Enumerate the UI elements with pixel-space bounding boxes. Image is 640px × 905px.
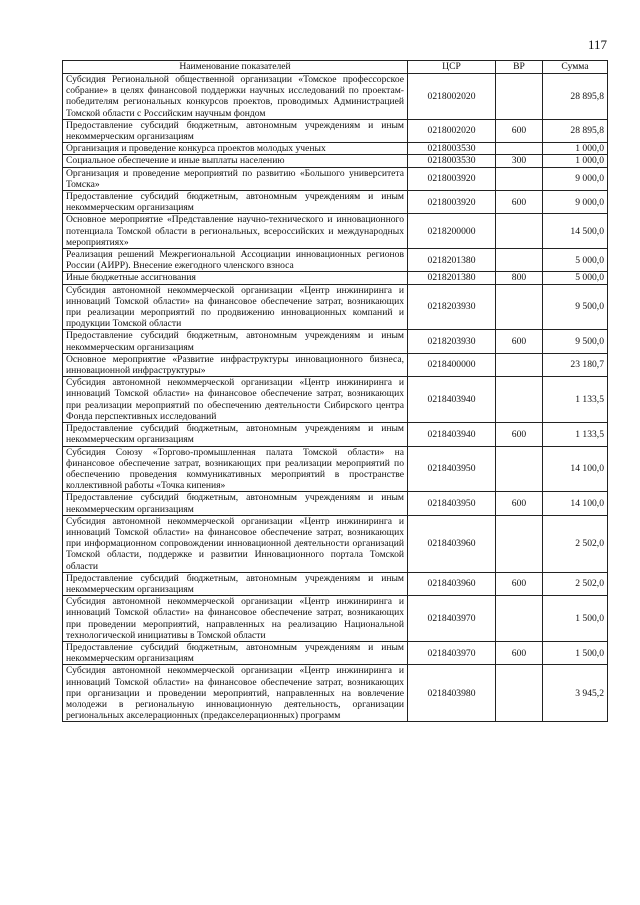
cell-vr (496, 665, 543, 722)
table-row (63, 641, 608, 664)
cell-vr: 800 (496, 272, 543, 284)
cell-sum: 5 000,0 (543, 272, 608, 284)
table-row (63, 272, 608, 284)
cell-name: Предоставление субсидий бюджетным, автономным учреждениям и иным некоммерческим организациям (63, 119, 408, 142)
cell-sum: 3 945,2 (543, 665, 608, 722)
cell-sum: 9 500,0 (543, 330, 608, 353)
cell-name: Субсидия автономной некоммерческой организации «Центр инжиниринга и инноваций Томской области» на финансовое обеспечение затрат, возникающих при реализации мероприятий по обеспечению деятельности Сибирского центра Фонда перспективных исследований (63, 377, 408, 423)
table-row (63, 284, 608, 330)
cell-vr (496, 167, 543, 190)
table-row (63, 330, 608, 353)
cell-vr (496, 353, 543, 376)
cell-vr (496, 446, 543, 492)
cell-csr: 0218003920 (408, 191, 496, 214)
cell-sum: 1 133,5 (543, 423, 608, 446)
table-row (63, 423, 608, 446)
header-csr: ЦСР (408, 61, 496, 74)
cell-vr (496, 515, 543, 572)
cell-csr: 0218403960 (408, 572, 496, 595)
cell-name: Субсидия Региональной общественной организации «Томское профессорское собрание» в целях финансовой поддержки научных исследований по проектам-победителям региональных конкурсов проектов, проводимых Администрацией Томской области с Российским научным фондом (63, 74, 408, 120)
cell-vr (496, 249, 543, 272)
cell-name: Основное мероприятие «Представление научно-технического и инновационного потенциала Томской области в региональных, всероссийских и международных мероприятиях» (63, 214, 408, 249)
cell-name: Субсидия автономной некоммерческой организации «Центр инжиниринга и инноваций Томской области» на финансовое обеспечение затрат, возникающих при информационном сопровождении инновационной деятельности организаций Томской области, поддержке и развитии Инновационного портала Томской области (63, 515, 408, 572)
header-sum: Сумма (543, 61, 608, 74)
table-row (63, 446, 608, 492)
cell-sum: 2 502,0 (543, 572, 608, 595)
cell-sum: 9 000,0 (543, 191, 608, 214)
cell-vr (496, 143, 543, 155)
cell-csr: 0218403980 (408, 665, 496, 722)
table-row (63, 572, 608, 595)
table-row (63, 74, 608, 120)
cell-name: Предоставление субсидий бюджетным, автономным учреждениям и иным некоммерческим организациям (63, 492, 408, 515)
cell-csr: 0218403960 (408, 515, 496, 572)
cell-sum: 14 500,0 (543, 214, 608, 249)
cell-name: Предоставление субсидий бюджетным, автономным учреждениям и иным некоммерческим организациям (63, 572, 408, 595)
cell-csr: 0218003920 (408, 167, 496, 190)
cell-vr (496, 284, 543, 330)
cell-name: Субсидия автономной некоммерческой организации «Центр инжиниринга и инноваций Томской области» на финансовое обеспечение затрат, возникающих при организации и проведении мероприятий, направленных на вовлечение молодежи в региональную инновационную деятельность, организации региональных акселерационных (предакселерационных) программ (63, 665, 408, 722)
cell-sum: 1 000,0 (543, 143, 608, 155)
cell-name: Предоставление субсидий бюджетным, автономным учреждениям и иным некоммерческим организациям (63, 330, 408, 353)
cell-sum: 1 500,0 (543, 641, 608, 664)
table-row (63, 155, 608, 167)
table-row (63, 665, 608, 722)
cell-sum: 23 180,7 (543, 353, 608, 376)
cell-vr: 600 (496, 641, 543, 664)
cell-csr: 0218203930 (408, 330, 496, 353)
cell-sum: 1 500,0 (543, 596, 608, 642)
cell-vr: 600 (496, 330, 543, 353)
cell-name: Иные бюджетные ассигнования (63, 272, 408, 284)
cell-sum: 1 000,0 (543, 155, 608, 167)
cell-csr: 0218201380 (408, 249, 496, 272)
cell-name: Социальное обеспечение и иные выплаты населению (63, 155, 408, 167)
cell-csr: 0218003530 (408, 155, 496, 167)
cell-vr: 600 (496, 119, 543, 142)
table-header-row (63, 61, 608, 74)
cell-vr: 600 (496, 191, 543, 214)
cell-vr: 600 (496, 572, 543, 595)
table-row (63, 596, 608, 642)
cell-name: Организация и проведение конкурса проектов молодых ученых (63, 143, 408, 155)
cell-sum: 28 895,8 (543, 119, 608, 142)
cell-csr: 0218403950 (408, 492, 496, 515)
cell-csr: 0218002020 (408, 119, 496, 142)
cell-csr: 0218403970 (408, 596, 496, 642)
cell-sum: 9 000,0 (543, 167, 608, 190)
table-row (63, 119, 608, 142)
header-vr: ВР (496, 61, 543, 74)
cell-sum: 14 100,0 (543, 446, 608, 492)
budget-table (62, 60, 608, 722)
cell-csr: 0218201380 (408, 272, 496, 284)
cell-vr: 600 (496, 492, 543, 515)
cell-csr: 0218403940 (408, 423, 496, 446)
cell-csr: 0218400000 (408, 353, 496, 376)
cell-sum: 28 895,8 (543, 74, 608, 120)
cell-name: Субсидия автономной некоммерческой организации «Центр инжиниринга и инноваций Томской области» на финансовое обеспечение затрат, возникающих при реализации мероприятий по продвижению инновационных компаний и продукции Томской области (63, 284, 408, 330)
cell-name: Предоставление субсидий бюджетным, автономным учреждениям и иным некоммерческим организациям (63, 423, 408, 446)
header-name: Наименование показателей (63, 61, 408, 74)
cell-csr: 0218203930 (408, 284, 496, 330)
cell-vr: 300 (496, 155, 543, 167)
table-row (63, 377, 608, 423)
cell-vr (496, 74, 543, 120)
cell-sum: 1 133,5 (543, 377, 608, 423)
page-number: 117 (587, 37, 607, 52)
cell-vr (496, 596, 543, 642)
cell-csr: 0218403940 (408, 377, 496, 423)
cell-csr: 0218200000 (408, 214, 496, 249)
table-row (63, 492, 608, 515)
cell-name: Субсидия Союзу «Торгово-промышленная палата Томской области» на финансовое обеспечение затрат, возникающих при реализации мероприятий по обеспечению проведения коммуникативных мероприятий в пространстве коллективной работы «Точка кипения» (63, 446, 408, 492)
cell-sum: 2 502,0 (543, 515, 608, 572)
cell-vr (496, 377, 543, 423)
cell-csr: 0218002020 (408, 74, 496, 120)
cell-csr: 0218403970 (408, 641, 496, 664)
table-row (63, 249, 608, 272)
table-row (63, 214, 608, 249)
cell-sum: 9 500,0 (543, 284, 608, 330)
table-row (63, 353, 608, 376)
cell-vr (496, 214, 543, 249)
cell-sum: 5 000,0 (543, 249, 608, 272)
cell-csr: 0218003530 (408, 143, 496, 155)
cell-name: Организация и проведение мероприятий по развитию «Большого университета Томска» (63, 167, 408, 190)
table-row (63, 167, 608, 190)
cell-name: Предоставление субсидий бюджетным, автономным учреждениям и иным некоммерческим организациям (63, 641, 408, 664)
cell-name: Субсидия автономной некоммерческой организации «Центр инжиниринга и инноваций Томской области» на финансовое обеспечение затрат, возникающих при проведении мероприятий, направленных на реализацию Национальной технологической инициативы в Томской области (63, 596, 408, 642)
cell-name: Основное мероприятие «Развитие инфраструктуры инновационного бизнеса, инновационной инфраструктуры» (63, 353, 408, 376)
table-row (63, 515, 608, 572)
table-row (63, 143, 608, 155)
table-row (63, 191, 608, 214)
cell-name: Реализация решений Межрегиональной Ассоциации инновационных регионов России (АИРР). Внесение ежегодного членского взноса (63, 249, 408, 272)
cell-vr: 600 (496, 423, 543, 446)
cell-name: Предоставление субсидий бюджетным, автономным учреждениям и иным некоммерческим организациям (63, 191, 408, 214)
cell-sum: 14 100,0 (543, 492, 608, 515)
cell-csr: 0218403950 (408, 446, 496, 492)
